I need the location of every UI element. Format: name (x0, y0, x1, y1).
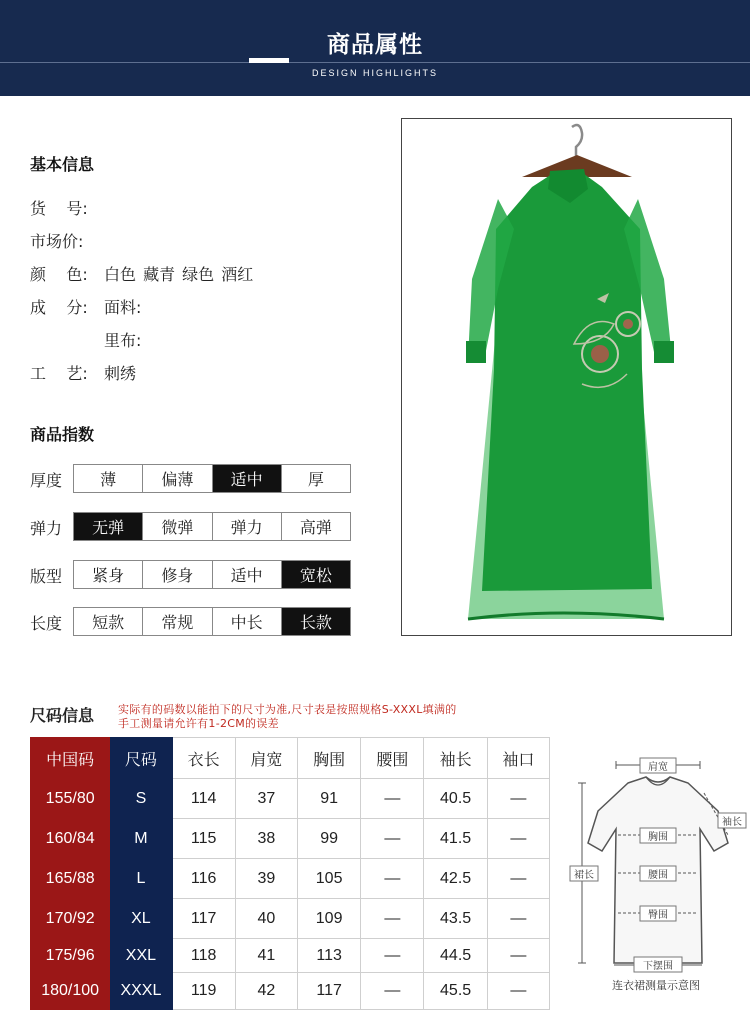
elasticity-scale (73, 512, 351, 541)
china-size-cell: 175/96 (31, 939, 110, 973)
label-chest: 胸围 (648, 832, 668, 843)
green-dress-image (402, 119, 732, 636)
table-row (31, 939, 550, 973)
shoulder-cell: 40 (235, 899, 297, 939)
item-number-label: 货 号: (30, 199, 88, 218)
size-note-line2: 手工测量请允许有1-2CM的误差 (118, 717, 279, 730)
length-option: 中长 (212, 608, 281, 635)
label-shoulder: 肩宽 (648, 762, 668, 773)
fabric-value: 面料: (104, 298, 142, 317)
sleeve-cell: 44.5 (424, 939, 487, 973)
size-note-line1: 实际有的码数以能拍下的尺寸为准,尺寸表是按照规格S-XXXL填满的 (118, 703, 457, 716)
fit-scale (73, 560, 351, 589)
product-index-title: 商品指数 (30, 425, 95, 444)
elasticity-option: 弹力 (212, 513, 281, 540)
banner-accent-bar (249, 58, 289, 63)
china-size-cell: 165/88 (31, 859, 110, 899)
cuff-cell: — (487, 859, 549, 899)
label-waist: 腰围 (648, 870, 668, 881)
cuff-cell: — (487, 899, 549, 939)
shoulder-cell: 39 (235, 859, 297, 899)
table-row (31, 859, 550, 899)
waist-cell: — (361, 939, 424, 973)
cuff-cell: — (487, 973, 549, 1010)
size-cell: XXL (110, 939, 172, 973)
length-cell: 114 (172, 779, 235, 819)
header-waist: 腰围 (361, 738, 424, 779)
label-sleeve: 袖长 (722, 817, 742, 828)
header-china-size: 中国码 (31, 738, 110, 779)
size-table (30, 737, 550, 1010)
sleeve-cell: 40.5 (424, 779, 487, 819)
header-cuff: 袖口 (487, 738, 549, 779)
china-size-cell: 180/100 (31, 973, 110, 1010)
header-size: 尺码 (110, 738, 172, 779)
elasticity-label: 弹力 (30, 519, 63, 538)
thickness-option: 薄 (74, 465, 142, 492)
china-size-cell: 160/84 (31, 819, 110, 859)
length-label: 长度 (30, 614, 63, 633)
cuff-cell: — (487, 819, 549, 859)
craft-label: 工 艺: (30, 364, 88, 383)
length-cell: 119 (172, 973, 235, 1010)
length-option: 短款 (74, 608, 142, 635)
shoulder-cell: 42 (235, 973, 297, 1010)
composition-label: 成 分: (30, 298, 88, 317)
waist-cell: — (361, 859, 424, 899)
label-hip: 臀围 (648, 910, 668, 921)
thickness-label: 厚度 (30, 471, 63, 490)
craft-value: 刺绣 (104, 364, 137, 383)
thickness-scale (73, 464, 351, 493)
fit-option: 修身 (142, 561, 211, 588)
size-cell: XL (110, 899, 172, 939)
fit-option: 适中 (212, 561, 281, 588)
page-title: 商品属性 (327, 31, 423, 58)
fit-option: 宽松 (281, 561, 350, 588)
elasticity-option: 微弹 (142, 513, 211, 540)
lining-value: 里布: (104, 331, 142, 350)
shoulder-cell: 38 (235, 819, 297, 859)
chest-cell: 113 (298, 939, 361, 973)
measurement-diagram (568, 738, 748, 1008)
length-option: 长款 (281, 608, 350, 635)
waist-cell: — (361, 899, 424, 939)
length-cell: 115 (172, 819, 235, 859)
elasticity-option: 无弹 (74, 513, 142, 540)
fit-option: 紧身 (74, 561, 142, 588)
color-label: 颜 色: (30, 265, 88, 284)
chest-cell: 99 (298, 819, 361, 859)
thickness-option: 偏薄 (142, 465, 211, 492)
header-chest: 胸围 (298, 738, 361, 779)
diagram-caption: 连衣裙测量示意图 (612, 979, 700, 992)
thickness-option: 适中 (212, 465, 281, 492)
size-cell: L (110, 859, 172, 899)
size-info-title: 尺码信息 (30, 706, 95, 725)
label-hem: 下摆围 (643, 961, 673, 972)
header-banner (0, 0, 750, 96)
length-cell: 118 (172, 939, 235, 973)
size-cell: M (110, 819, 172, 859)
header-sleeve: 袖长 (424, 738, 487, 779)
banner-divider (0, 62, 750, 63)
length-scale (73, 607, 351, 636)
table-row (31, 973, 550, 1010)
label-length: 裙长 (574, 870, 594, 881)
length-cell: 117 (172, 899, 235, 939)
size-cell: S (110, 779, 172, 819)
waist-cell: — (361, 973, 424, 1010)
chest-cell: 91 (298, 779, 361, 819)
header-length: 衣长 (172, 738, 235, 779)
china-size-cell: 155/80 (31, 779, 110, 819)
waist-cell: — (361, 819, 424, 859)
chest-cell: 105 (298, 859, 361, 899)
fit-label: 版型 (30, 567, 63, 586)
china-size-cell: 170/92 (31, 899, 110, 939)
size-cell: XXXL (110, 973, 172, 1010)
chest-cell: 109 (298, 899, 361, 939)
sleeve-cell: 42.5 (424, 859, 487, 899)
product-photo (401, 118, 732, 636)
cuff-cell: — (487, 779, 549, 819)
waist-cell: — (361, 779, 424, 819)
chest-cell: 117 (298, 973, 361, 1010)
size-note (118, 703, 548, 731)
sleeve-cell: 45.5 (424, 973, 487, 1010)
size-table-header (31, 738, 550, 779)
cuff-cell: — (487, 939, 549, 973)
header-shoulder: 肩宽 (235, 738, 297, 779)
shoulder-cell: 41 (235, 939, 297, 973)
sleeve-cell: 41.5 (424, 819, 487, 859)
basic-info-title: 基本信息 (30, 155, 95, 174)
table-row (31, 819, 550, 859)
length-option: 常规 (142, 608, 211, 635)
thickness-option: 厚 (281, 465, 350, 492)
table-row (31, 779, 550, 819)
shoulder-cell: 37 (235, 779, 297, 819)
market-price-label: 市场价: (30, 232, 84, 251)
length-cell: 116 (172, 859, 235, 899)
table-row (31, 899, 550, 939)
sleeve-cell: 43.5 (424, 899, 487, 939)
page-subtitle: DESIGN HIGHLIGHTS (311, 68, 438, 78)
elasticity-option: 高弹 (281, 513, 350, 540)
color-value: 白色 藏青 绿色 酒红 (104, 265, 254, 284)
